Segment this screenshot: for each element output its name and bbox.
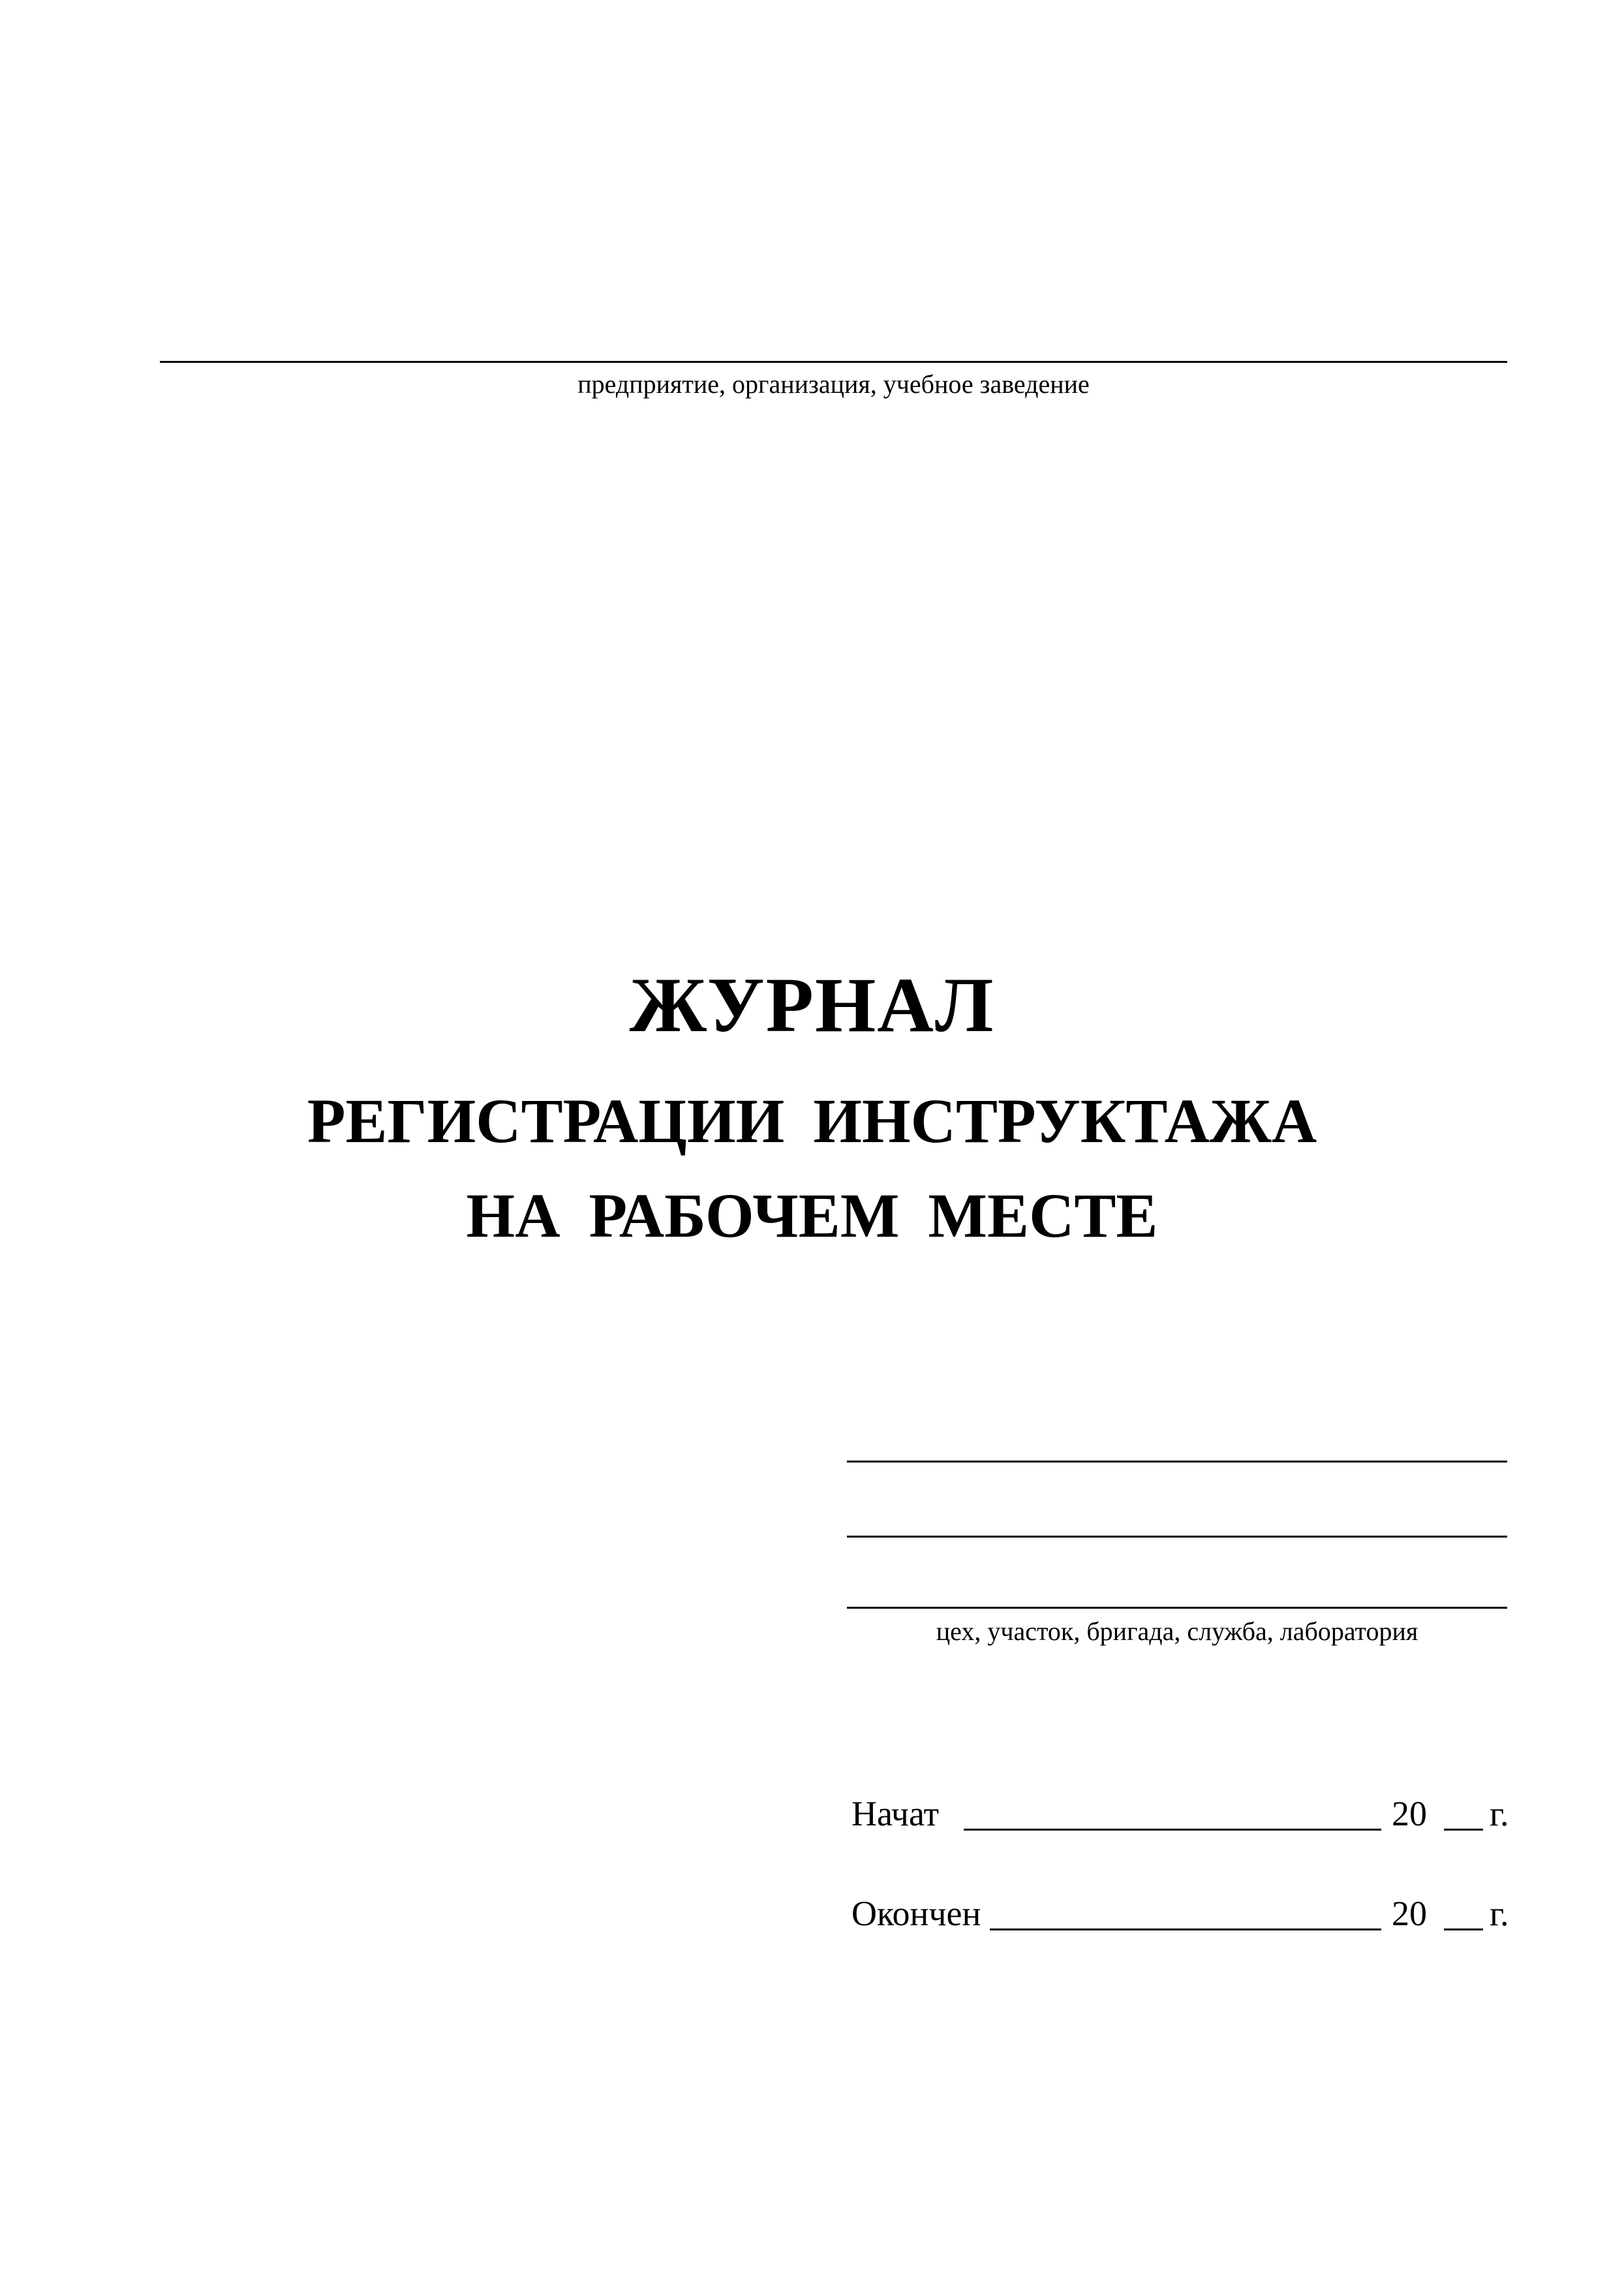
organization-name-line[interactable] bbox=[160, 361, 1507, 363]
department-caption: цех, участок, бригада, служба, лаборатория bbox=[936, 1617, 1418, 1646]
start-date-row bbox=[851, 1791, 1517, 1837]
journal-title: ЖУРНАЛ bbox=[629, 961, 995, 1048]
start-date-century: 20 bbox=[1392, 1794, 1427, 1833]
end-date-century: 20 bbox=[1392, 1894, 1427, 1933]
start-date-year-blank[interactable] bbox=[1444, 1829, 1483, 1831]
start-date-blank[interactable] bbox=[964, 1829, 1381, 1831]
start-date-label: Начат bbox=[851, 1794, 940, 1833]
organization-caption: предприятие, организация, учебное заведение bbox=[577, 369, 1090, 399]
department-line-3[interactable] bbox=[847, 1607, 1507, 1609]
end-date-row bbox=[851, 1891, 1517, 1937]
start-date-year-suffix: г. bbox=[1490, 1794, 1509, 1833]
journal-subtitle-line-1: РЕГИСТРАЦИИ ИНСТРУКТАЖА bbox=[307, 1086, 1317, 1156]
department-line-1[interactable] bbox=[847, 1461, 1507, 1463]
end-date-year-blank[interactable] bbox=[1444, 1928, 1483, 1930]
journal-subtitle-line-2: НА РАБОЧЕМ МЕСТЕ bbox=[466, 1181, 1158, 1250]
end-date-year-suffix: г. bbox=[1490, 1894, 1509, 1933]
department-line-2[interactable] bbox=[847, 1536, 1507, 1538]
end-date-blank[interactable] bbox=[990, 1928, 1381, 1930]
end-date-label: Окончен bbox=[851, 1894, 981, 1933]
